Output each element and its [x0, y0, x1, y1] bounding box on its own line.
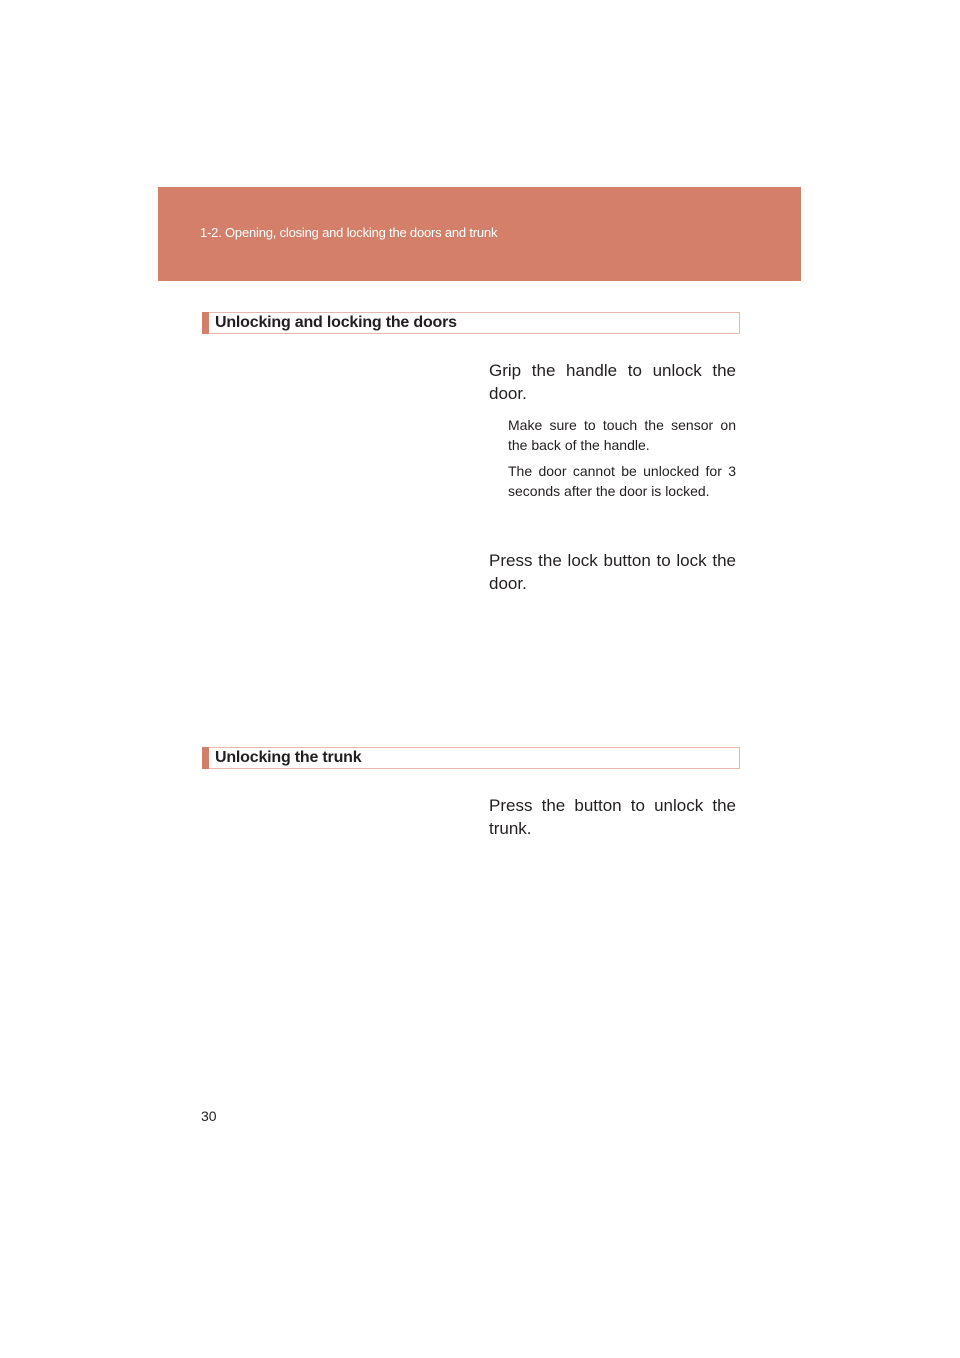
- instruction-lock-door: Press the lock button to lock the door.: [489, 551, 736, 593]
- section-heading-doors: [202, 312, 740, 334]
- header-band: [158, 187, 801, 281]
- section-accent-bar: [202, 312, 209, 334]
- section-title: Unlocking and locking the doors: [215, 314, 457, 331]
- section-title: Unlocking the trunk: [215, 749, 362, 766]
- section-accent-bar: [202, 747, 209, 769]
- section-heading-trunk: [202, 747, 740, 769]
- instruction-unlock-trunk: Press the button to unlock the trunk.: [489, 796, 736, 838]
- note-unlock-delay: The door cannot be unlocked for 3 seconds after the door is locked.: [508, 463, 736, 499]
- breadcrumb: 1-2. Opening, closing and locking the doors and trunk: [200, 225, 498, 240]
- note-sensor: Make sure to touch the sensor on the back of the handle.: [508, 417, 736, 453]
- instruction-unlock-door: Grip the handle to unlock the door.: [489, 361, 736, 403]
- page-number: 30: [201, 1108, 217, 1124]
